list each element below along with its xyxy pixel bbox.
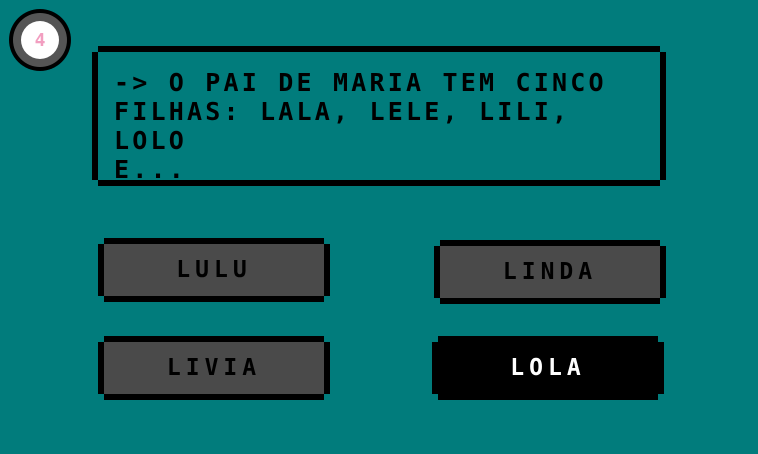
answer-label: LOLA: [510, 355, 586, 381]
question-text: -> O PAI DE MARIA TEM CINCO FILHAS: LALA, LELE, LILI, LOLO E...: [114, 68, 607, 184]
round-badge: [8, 8, 72, 72]
answer-button-lulu[interactable]: [98, 238, 330, 302]
question-box: [92, 46, 666, 186]
answer-button-lola[interactable]: [432, 336, 664, 400]
answer-button-linda[interactable]: [434, 240, 666, 304]
answer-label: LULU: [176, 257, 252, 283]
answer-label: LIVIA: [166, 355, 262, 381]
answer-button-livia[interactable]: [98, 336, 330, 400]
answer-label: LINDA: [502, 259, 598, 285]
round-number: 4: [34, 29, 46, 51]
